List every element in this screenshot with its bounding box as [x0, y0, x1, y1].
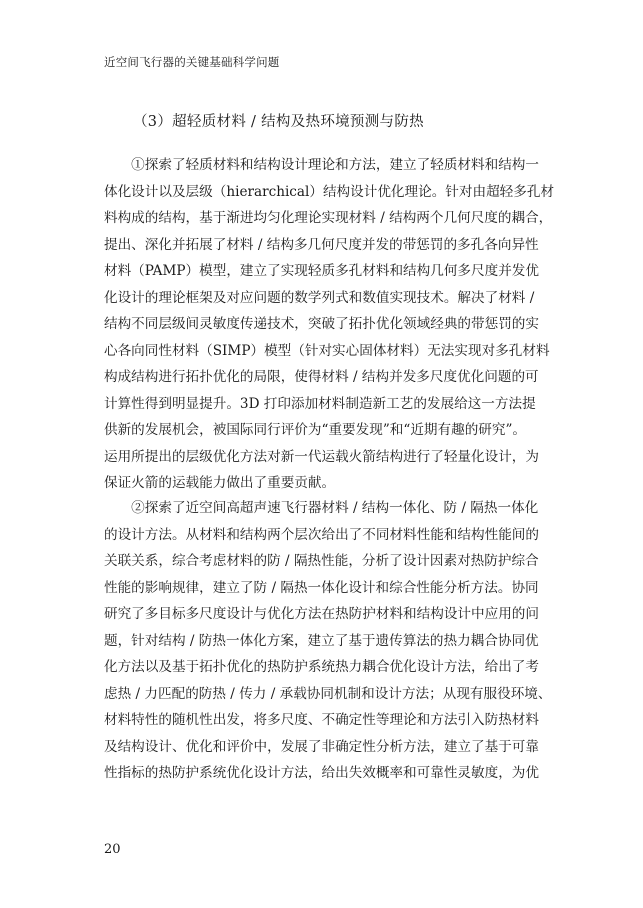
paragraph-line: 运用所提出的层级优化方法对新一代运载火箭结构进行了轻量化设计，为	[104, 448, 539, 465]
paragraph-line: 材料特性的随机性出发，将多尺度、不确定性等理论和方法引入防热材料	[104, 712, 539, 728]
paragraph-line: 的设计方法。从材料和结构两个层次给出了不同材料性能和结构性能间的	[104, 526, 539, 543]
paragraph-line: 体化设计以及层级（hierarchical）结构设计优化理论。针对由超轻多孔材	[104, 183, 555, 200]
paragraph-line: ②探索了近空间高超声速飞行器材料 / 结构一体化、防 / 隔热一体化	[104, 500, 539, 516]
paragraph-line: 题，针对结构 / 防热一体化方案，建立了基于遗传算法的热力耦合协同优	[104, 632, 539, 649]
paragraph-line: 料构成的结构，基于渐进均匀化理论实现材料 / 结构两个几何尺度的耦合，	[104, 210, 553, 226]
paragraph-line: 虑热 / 力匹配的防热 / 传力 / 承载协同机制和设计方法；从现有服役环境、	[104, 685, 552, 702]
paragraph-line: 结构不同层级间灵敏度传递技术，突破了拓扑优化领域经典的带惩罚的实	[104, 316, 539, 332]
paragraph-2	[104, 495, 563, 787]
paragraph-line: 及结构设计、优化和评价中，发展了非确定性分析方法，建立了基于可靠	[104, 738, 539, 755]
paragraph-line: 构成结构进行拓扑优化的局限，使得材料 / 结构并发多尺度优化问题的可	[104, 369, 539, 385]
paragraph-line: 保证火箭的运载能力做出了重要贡献。	[104, 475, 336, 491]
paragraph-line: 化设计的理论框架及对应问题的数学列式和数值实现技术。解决了材料 /	[104, 289, 535, 306]
paragraph-line: 材料（PAMP）模型，建立了实现轻质多孔材料和结构几何多尺度并发优	[104, 263, 539, 279]
paragraph-line: 心各向同性材料（SIMP）模型（针对实心固体材料）无法实现对多孔材料	[104, 342, 550, 359]
paragraph-line: ①探索了轻质材料和结构设计理论和方法，建立了轻质材料和结构一	[104, 157, 539, 173]
running-header: 近空间飞行器的关键基础科学问题	[104, 55, 280, 69]
paragraph-line: 提出、深化并拓展了材料 / 结构多几何尺度并发的带惩罚的多孔各向异性	[104, 236, 539, 253]
page-number: 20	[104, 842, 121, 857]
paragraph-1	[104, 152, 563, 497]
paragraph-line: 性指标的热防护系统优化设计方法，给出失效概率和可靠性灵敏度，为优	[104, 765, 539, 781]
paragraph-line: 性能的影响规律，建立了防 / 隔热一体化设计和综合性能分析方法。协同	[104, 579, 539, 596]
paragraph-line: 供新的发展机会，被国际同行评价为“重要发现”和“近期有趣的研究”。	[104, 422, 527, 438]
paragraph-line: 计算性得到明显提升。3D 打印添加材料制造新工艺的发展给这一方法提	[104, 395, 536, 412]
section-heading: （3）超轻质材料 / 结构及热环境预测与防热	[133, 114, 424, 130]
paragraph-line: 化方法以及基于拓扑优化的热防护系统热力耦合优化设计方法，给出了考	[104, 659, 539, 675]
paragraph-line: 关联关系，综合考虑材料的防 / 隔热性能，分析了设计因素对热防护综合	[104, 553, 539, 569]
paragraph-line: 研究了多目标多尺度设计与优化方法在热防护材料和结构设计中应用的问	[104, 606, 539, 622]
